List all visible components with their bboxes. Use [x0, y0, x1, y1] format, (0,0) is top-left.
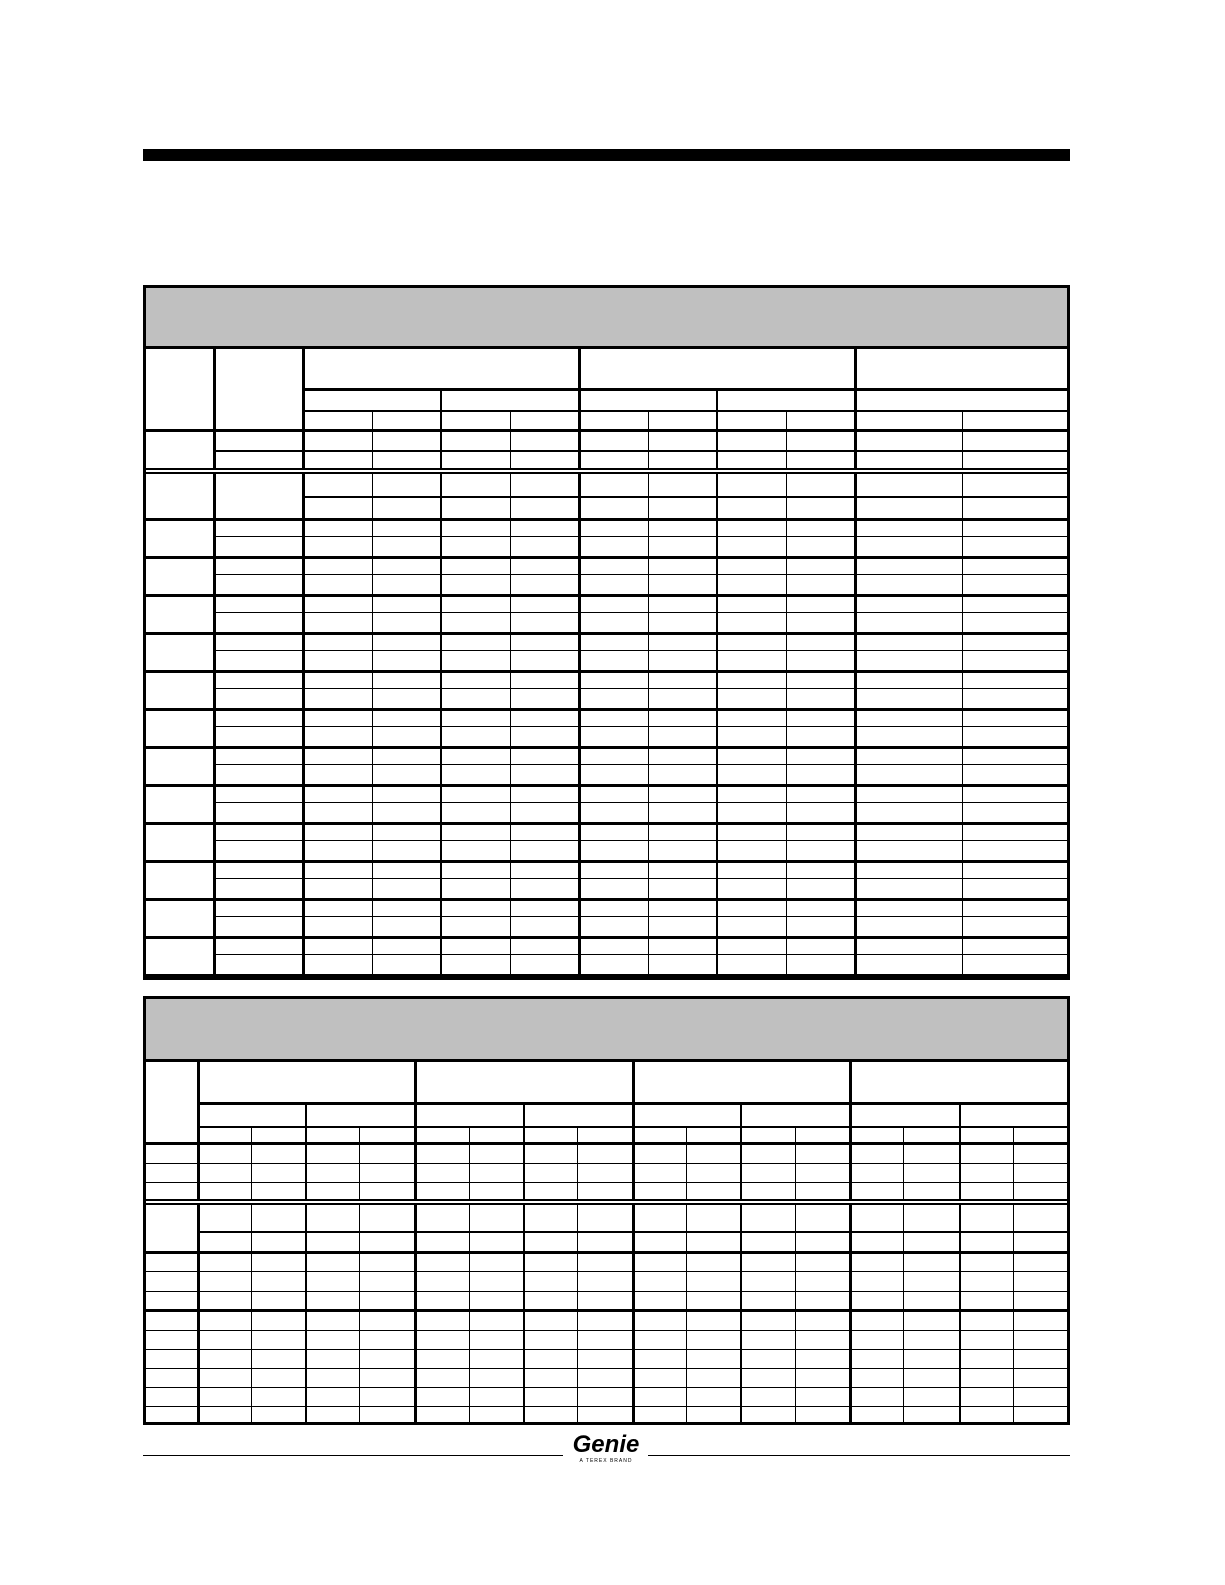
grid-hline — [146, 860, 1067, 863]
grid-vline — [302, 346, 305, 977]
grid-hline — [213, 650, 1067, 651]
grid-hline — [146, 822, 1067, 825]
grid-hline — [146, 1368, 1067, 1369]
grid-hline — [146, 1059, 1067, 1062]
grid-vline — [359, 1126, 360, 1422]
grid-hline — [146, 1142, 1067, 1145]
grid-hline — [146, 1182, 1067, 1183]
grid-hline — [213, 954, 1067, 955]
grid-hline — [146, 1330, 1067, 1331]
grid-hline — [146, 518, 1067, 521]
grid-vline — [305, 1102, 307, 1422]
grid-hline — [146, 936, 1067, 939]
grid-hline — [146, 594, 1067, 597]
grid-hline — [146, 1291, 1067, 1292]
grid-vline — [686, 1126, 687, 1422]
grid-vline — [578, 346, 581, 977]
grid-dbl — [146, 1199, 1067, 1205]
grid-vline — [469, 1126, 470, 1422]
grid-hline — [213, 916, 1067, 917]
grid-hline — [146, 1387, 1067, 1388]
grid-hline — [197, 1102, 1067, 1105]
table-1 — [143, 285, 1070, 980]
grid-hline — [213, 450, 1067, 452]
grid-vline — [959, 1102, 961, 1422]
grid-hline — [302, 388, 1067, 391]
grid-vline — [523, 1102, 525, 1422]
logo-wordmark: Genie — [572, 1431, 640, 1458]
grid-hline — [146, 898, 1067, 901]
grid-hline — [213, 688, 1067, 689]
grid-hline — [146, 1163, 1067, 1164]
grid-hline — [302, 410, 1067, 412]
grid-hline — [213, 878, 1067, 879]
grid-hline — [146, 1349, 1067, 1350]
grid-hline — [146, 708, 1067, 711]
grid-hline — [213, 802, 1067, 803]
grid-hline — [146, 1406, 1067, 1407]
grid-hline — [146, 1271, 1067, 1272]
logo-tagline: A TEREX BRAND — [579, 1458, 633, 1464]
grid-hline — [302, 496, 1067, 498]
grid-hline — [146, 346, 1067, 349]
grid-hline — [213, 612, 1067, 613]
grid-hline — [146, 746, 1067, 749]
grid-vline — [716, 388, 718, 977]
footer-rule-right — [648, 1455, 1070, 1456]
grid-hline — [146, 974, 1067, 977]
grid-dbl — [146, 468, 1067, 474]
grid-vline — [440, 388, 442, 977]
grid-hline — [213, 536, 1067, 537]
genie-logo — [566, 1432, 646, 1468]
grid-vline — [740, 1102, 742, 1422]
title-bar — [143, 149, 1070, 161]
grid-hline — [146, 556, 1067, 559]
grid-hline — [213, 764, 1067, 765]
grid-hline — [146, 632, 1067, 635]
grid-hline — [213, 574, 1067, 575]
grid-vline — [903, 1126, 904, 1422]
grid-vline — [795, 1126, 796, 1422]
grid-hline — [213, 726, 1067, 727]
grid-hline — [146, 429, 1067, 432]
grid-hline — [213, 840, 1067, 841]
grid-vline — [251, 1126, 252, 1422]
grid-hline — [146, 784, 1067, 787]
grid-hline — [197, 1126, 1067, 1128]
grid-hline — [146, 1309, 1067, 1312]
footer-rule-left — [143, 1455, 563, 1456]
grid-hline — [146, 1251, 1067, 1254]
grid-hline — [197, 1231, 1067, 1233]
grid-vline — [1013, 1126, 1014, 1422]
grid-vline — [577, 1126, 578, 1422]
grid-vline — [854, 346, 857, 977]
grid-vline — [213, 346, 216, 977]
table-2 — [143, 996, 1070, 1425]
grid-hline — [146, 670, 1067, 673]
